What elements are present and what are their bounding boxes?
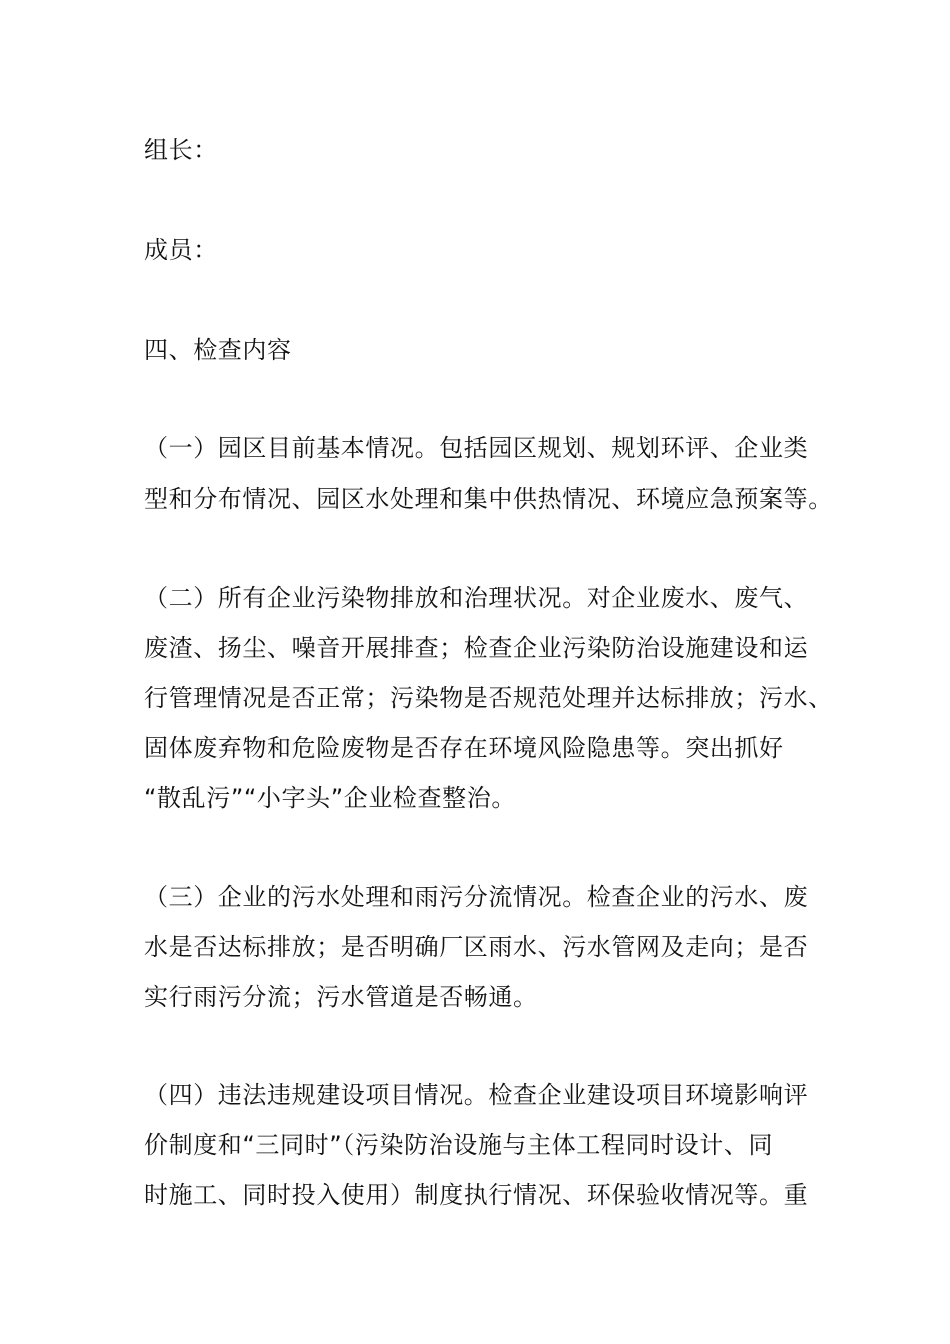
paragraph-4-line-1: （四）违法违规建设项目情况。检查企业建设项目环境影响评 xyxy=(144,1081,809,1109)
members-label: 成员： xyxy=(144,236,218,264)
paragraph-3-line-1: （三）企业的污水处理和雨污分流情况。检查企业的污水、废 xyxy=(144,883,809,911)
paragraph-1-line-1: （一）园区目前基本情况。包括园区规划、规划环评、企业类 xyxy=(144,434,809,462)
paragraph-3-line-2: 水是否达标排放；是否明确厂区雨水、污水管网及走向；是否 xyxy=(144,933,809,961)
paragraph-4-line-3: 时施工、同时投入使用）制度执行情况、环保验收情况等。重 xyxy=(144,1181,809,1209)
paragraph-2-line-5: “散乱污”“小字头”企业检查整治。 xyxy=(144,784,516,812)
leader-label: 组长： xyxy=(144,136,218,164)
paragraph-3-line-3: 实行雨污分流；污水管道是否畅通。 xyxy=(144,983,538,1011)
paragraph-2-line-3: 行管理情况是否正常；污染物是否规范处理并达标排放；污水、 xyxy=(144,684,833,712)
paragraph-4-line-2: 价制度和“三同时”（污染防治设施与主体工程同时设计、同 xyxy=(144,1131,774,1159)
paragraph-2-line-4: 固体废弃物和危险废物是否存在环境风险隐患等。突出抓好 xyxy=(144,734,784,762)
section-heading: 四、检查内容 xyxy=(144,336,292,364)
paragraph-1-line-2: 型和分布情况、园区水处理和集中供热情况、环境应急预案等。 xyxy=(144,485,833,513)
paragraph-2-line-1: （二）所有企业污染物排放和治理状况。对企业废水、废气、 xyxy=(144,584,809,612)
paragraph-2-line-2: 废渣、扬尘、噪音开展排查；检查企业污染防治设施建设和运 xyxy=(144,634,809,662)
